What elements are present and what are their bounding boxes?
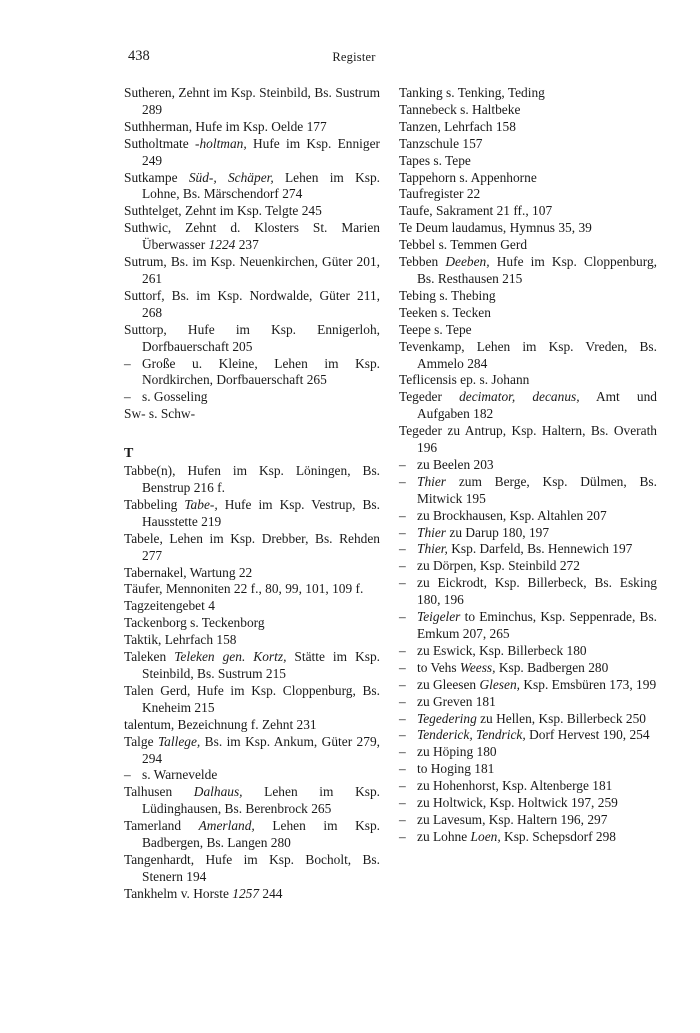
index-entry xyxy=(124,565,380,582)
entry-italic-text: Teigeler xyxy=(417,609,461,625)
subentry-dash: – xyxy=(124,389,131,405)
subentry-dash: – xyxy=(399,659,406,675)
index-entry xyxy=(124,254,380,288)
entry-text: zu Darup 180, 197 xyxy=(446,524,550,540)
index-subentry xyxy=(399,558,657,575)
entry-text: zu Brockhausen, Ksp. Altahlen 207 xyxy=(417,507,607,523)
entry-text: Tabbeling xyxy=(124,496,185,512)
subentry-dash: – xyxy=(399,811,406,827)
entry-text: Ksp. Badbergen 280 xyxy=(495,659,609,675)
entry-italic-text: Teleken gen. Kortz, xyxy=(174,649,287,665)
entry-text: Tankhelm v. Horste xyxy=(124,885,233,901)
index-subentry xyxy=(399,677,657,694)
index-entry xyxy=(399,254,657,288)
entry-text: zu Lavesum, Ksp. Haltern 196, 297 xyxy=(417,811,608,827)
entry-text: zu Höping 180 xyxy=(417,744,497,760)
index-entry xyxy=(399,186,657,203)
entry-text: Talhusen xyxy=(124,784,194,800)
entry-text: Tannebeck s. Haltbeke xyxy=(399,101,521,117)
index-subentry xyxy=(399,711,657,728)
subentry-dash: – xyxy=(399,456,406,472)
entry-text: Taleken xyxy=(124,649,175,665)
index-entry xyxy=(124,886,380,903)
index-entry xyxy=(124,818,380,852)
entry-text: zu Greven 181 xyxy=(417,693,496,709)
entry-text: Tanzen, Lehrfach 158 xyxy=(399,118,516,134)
entry-text: Amt und Aufgaben 182 xyxy=(417,389,657,422)
subentry-dash: – xyxy=(399,828,406,844)
index-column-left xyxy=(124,85,380,903)
index-entry xyxy=(124,734,380,768)
entry-text: Tebben xyxy=(399,254,446,270)
entries-t xyxy=(124,463,380,903)
entry-text: 244 xyxy=(259,885,283,901)
index-column-right xyxy=(399,85,657,846)
entry-text: talentum, Bezeichnung f. Zehnt 231 xyxy=(124,716,317,732)
index-entry xyxy=(124,220,380,254)
entry-text: Tegeder xyxy=(399,389,460,405)
index-subentry xyxy=(399,761,657,778)
entry-text: Hufe im Ksp. Enniger 249 xyxy=(142,135,380,168)
entry-text: 237 xyxy=(235,237,259,253)
entry-italic-text: Tallege, xyxy=(157,733,201,749)
entries-s xyxy=(124,85,380,423)
index-subentry xyxy=(399,795,657,812)
entry-text: zu Eswick, Ksp. Billerbeck 180 xyxy=(417,642,587,658)
entry-text: Teflicensis ep. s. Johann xyxy=(399,372,530,388)
entry-italic-text: Glesen, xyxy=(479,676,521,692)
index-subentry xyxy=(399,727,657,744)
index-subentry xyxy=(399,694,657,711)
entry-italic-text: Dalhaus, xyxy=(193,784,243,800)
index-entry xyxy=(124,170,380,204)
entry-text: zu Hellen, Ksp. Billerbeck 250 xyxy=(476,710,646,726)
entry-text: Tapes s. Tepe xyxy=(399,152,471,168)
page-number: 438 xyxy=(128,48,150,64)
page-header xyxy=(128,48,580,68)
entry-text: zu Lohne xyxy=(417,828,471,844)
entry-text: Tebbel s. Temmen Gerd xyxy=(399,237,528,253)
subentry-dash: – xyxy=(399,778,406,794)
running-head: Register xyxy=(332,50,376,64)
entry-text: Suttorf, Bs. im Ksp. Nordwalde, Güter 211, 268 xyxy=(124,287,380,320)
entry-italic-text: Amerland, xyxy=(198,818,255,834)
subentry-dash: – xyxy=(399,761,406,777)
entry-text: Sw- s. Schw- xyxy=(124,406,196,422)
entry-text: Dorf Hervest 190, 254 xyxy=(525,727,650,743)
entry-text: Stätte im Ksp. Steinbild, Bs. Sustrum 215 xyxy=(142,649,380,681)
subentry-dash: – xyxy=(399,744,406,760)
index-entry xyxy=(124,463,380,497)
index-subentry xyxy=(399,575,657,609)
entry-text: Sutheren, Zehnt im Ksp. Steinbild, Bs. Sustrum 289 xyxy=(124,85,380,117)
index-entry xyxy=(124,322,380,356)
entry-text: s. Gosseling xyxy=(142,389,208,405)
entry-text: Tebing s. Thebing xyxy=(399,287,496,303)
index-entry xyxy=(399,170,657,187)
entry-text: to Eminchus, Ksp. Seppenrade, Bs. Emkum 207, 265 xyxy=(417,609,657,641)
entry-italic-text: Weess, xyxy=(459,659,496,675)
entry-text: Tangenhardt, Hufe im Ksp. Bocholt, Bs. Stenern 194 xyxy=(124,851,380,884)
entry-italic-text: 1224 xyxy=(208,237,236,253)
entry-italic-text: -holtman, xyxy=(195,135,247,151)
entry-text: Tabernakel, Wartung 22 xyxy=(124,564,253,580)
index-entry xyxy=(399,136,657,153)
subentry-dash: – xyxy=(399,507,406,523)
entry-text: Sutkampe xyxy=(124,169,189,185)
index-entry xyxy=(399,322,657,339)
index-entry xyxy=(399,305,657,322)
index-entry xyxy=(399,85,657,102)
index-subentry xyxy=(399,812,657,829)
index-subentry xyxy=(399,541,657,558)
index-entry xyxy=(399,372,657,389)
entry-italic-text: Thier xyxy=(417,524,447,540)
entry-italic-text: Loen, xyxy=(470,828,501,844)
index-subentry xyxy=(399,474,657,508)
entry-italic-text: Tegedering xyxy=(417,710,477,726)
entry-text: Große u. Kleine, Lehen im Ksp. Nordkirchen, Dorfbauerschaft 265 xyxy=(142,355,380,388)
entry-text: Suthtelget, Zehnt im Ksp. Telgte 245 xyxy=(124,203,322,219)
entry-text: zu Beelen 203 xyxy=(417,456,494,472)
index-entry xyxy=(399,203,657,220)
entry-text: Suthherman, Hufe im Ksp. Oelde 177 xyxy=(124,118,327,134)
index-subentry xyxy=(399,457,657,474)
entry-text: zu Eickrodt, Ksp. Billerbeck, Bs. Esking 180, 196 xyxy=(417,575,657,608)
entry-text: Teeken s. Tecken xyxy=(399,304,491,320)
index-entry xyxy=(124,581,380,598)
index-subentry xyxy=(399,778,657,795)
entry-text: Suttorp, Hufe im Ksp. Ennigerloh, Dorfbauerschaft 205 xyxy=(124,321,380,354)
entry-text: Talen Gerd, Hufe im Ksp. Cloppenburg, Bs. Kneheim 215 xyxy=(124,682,380,715)
index-subentry xyxy=(399,744,657,761)
entry-text: Sutrum, Bs. im Ksp. Neuenkirchen, Güter 201, 261 xyxy=(124,254,380,286)
entry-text: Tanking s. Tenking, Teding xyxy=(399,85,545,100)
index-entry xyxy=(124,717,380,734)
subentry-dash: – xyxy=(399,693,406,709)
entries-right xyxy=(399,85,657,846)
index-subentry xyxy=(399,525,657,542)
section-letter: T xyxy=(124,446,134,462)
subentry-dash: – xyxy=(399,575,406,591)
entry-text: zu Holtwick, Ksp. Holtwick 197, 259 xyxy=(417,795,618,811)
index-entry xyxy=(399,423,657,457)
entry-text: Bs. im Ksp. Ankum, Güter 279, 294 xyxy=(142,733,380,766)
entry-text: Tappehorn s. Appenhorne xyxy=(399,169,537,185)
index-entry xyxy=(399,339,657,373)
entry-italic-text: decimator, decanus, xyxy=(459,389,580,405)
index-entry xyxy=(124,784,380,818)
entry-italic-text: Thier, xyxy=(417,541,448,557)
index-entry xyxy=(124,497,380,531)
entry-text: Ksp. Darfeld, Bs. Hennewich 197 xyxy=(447,541,633,557)
index-entry xyxy=(399,389,657,423)
entry-text: zu Hohenhorst, Ksp. Altenberge 181 xyxy=(417,778,613,794)
index-entry xyxy=(124,288,380,322)
index-entry xyxy=(399,237,657,254)
index-subentry xyxy=(399,660,657,677)
index-entry xyxy=(399,102,657,119)
index-subentry xyxy=(399,609,657,643)
index-entry xyxy=(124,632,380,649)
entry-italic-text: 1257 xyxy=(232,885,260,901)
entry-text: Te Deum laudamus, Hymnus 35, 39 xyxy=(399,220,592,236)
entry-italic-text: Tenderick, Tendrick, xyxy=(417,727,526,743)
index-entry xyxy=(124,136,380,170)
entry-text: Hufe im Ksp. Vestrup, Bs. Hausstette 219 xyxy=(142,496,380,529)
index-entry xyxy=(124,203,380,220)
entry-text: Lehen im Ksp. Badbergen, Bs. Langen 280 xyxy=(142,818,380,851)
entry-text: Hufe im Ksp. Cloppenburg, Bs. Resthausen 215 xyxy=(417,254,657,286)
subentry-dash: – xyxy=(399,642,406,658)
entry-text: Taufe, Sakrament 21 ff., 107 xyxy=(399,203,553,219)
subentry-dash: – xyxy=(399,473,406,489)
index-entry xyxy=(124,531,380,565)
entry-text: zum Berge, Ksp. Dülmen, Bs. Mitwick 195 xyxy=(417,473,657,506)
index-entry xyxy=(124,119,380,136)
index-subentry xyxy=(124,389,380,406)
entry-italic-text: Tabe-, xyxy=(184,496,218,512)
entry-italic-text: Deeben, xyxy=(445,254,490,270)
entry-text: Sutholtmate xyxy=(124,135,195,151)
entry-text: to Hoging 181 xyxy=(417,761,495,777)
subentry-dash: – xyxy=(399,676,406,692)
entry-text: Tevenkamp, Lehen im Ksp. Vreden, Bs. Ammelo 284 xyxy=(399,338,657,371)
entry-text: Tagzeitengebet 4 xyxy=(124,598,215,614)
entry-text: Tabbe(n), Hufen im Ksp. Löningen, Bs. Benstrup 216 f. xyxy=(124,463,380,496)
index-subentry xyxy=(124,767,380,784)
entry-text: Ksp. Schepsdorf 298 xyxy=(500,828,616,844)
index-entry xyxy=(399,220,657,237)
entry-text: Talge xyxy=(124,733,158,749)
index-entry xyxy=(399,288,657,305)
subentry-dash: – xyxy=(399,727,406,743)
entry-text: zu Gleesen xyxy=(417,676,480,692)
index-entry xyxy=(124,683,380,717)
index-entry xyxy=(124,598,380,615)
entry-text: Taufregister 22 xyxy=(399,186,481,202)
subentry-dash: – xyxy=(399,524,406,540)
index-entry xyxy=(124,649,380,683)
index-subentry xyxy=(399,643,657,660)
entry-text: Lehen im Ksp. Lüdinghausen, Bs. Berenbrock 265 xyxy=(142,784,380,817)
index-subentry xyxy=(124,356,380,390)
entry-text: Tamerland xyxy=(124,818,199,834)
entry-italic-text: Süd-, Schäper, xyxy=(188,169,274,185)
index-entry xyxy=(124,615,380,632)
index-subentry xyxy=(399,829,657,846)
subentry-dash: – xyxy=(399,609,406,625)
entry-text: Tegeder zu Antrup, Ksp. Haltern, Bs. Overath 196 xyxy=(399,423,657,456)
entry-text: Tabele, Lehen im Ksp. Drebber, Bs. Rehden 277 xyxy=(124,530,380,563)
index-entry xyxy=(124,852,380,886)
index-subentry xyxy=(399,508,657,525)
entry-italic-text: Thier xyxy=(417,473,447,489)
subentry-dash: – xyxy=(399,795,406,811)
subentry-dash: – xyxy=(399,710,406,726)
entry-text: Tackenborg s. Teckenborg xyxy=(124,615,265,631)
entry-text: Lehen im Ksp. Lohne, Bs. Märschendorf 274 xyxy=(142,169,381,202)
subentry-dash: – xyxy=(399,541,406,557)
entry-text: Ksp. Emsbüren 173, 199 xyxy=(520,676,657,692)
entry-text: s. Warnevelde xyxy=(142,767,218,783)
entry-text: to Vehs xyxy=(417,659,460,675)
entry-text: Taktik, Lehrfach 158 xyxy=(124,632,237,648)
subentry-dash: – xyxy=(124,767,131,783)
subentry-dash: – xyxy=(399,558,406,574)
subentry-dash: – xyxy=(124,355,131,371)
index-entry xyxy=(399,153,657,170)
entry-text: zu Dörpen, Ksp. Steinbild 272 xyxy=(417,558,580,574)
entry-text: Tanzschule 157 xyxy=(399,135,483,151)
entry-text: Teepe s. Tepe xyxy=(399,321,472,337)
index-entry xyxy=(124,85,380,119)
entry-text: Suthwic, Zehnt d. Klosters St. Marien Überwasser xyxy=(124,220,380,253)
entry-text: Täufer, Mennoniten 22 f., 80, 99, 101, 109 f. xyxy=(124,581,364,597)
index-entry xyxy=(399,119,657,136)
index-entry xyxy=(124,406,380,423)
